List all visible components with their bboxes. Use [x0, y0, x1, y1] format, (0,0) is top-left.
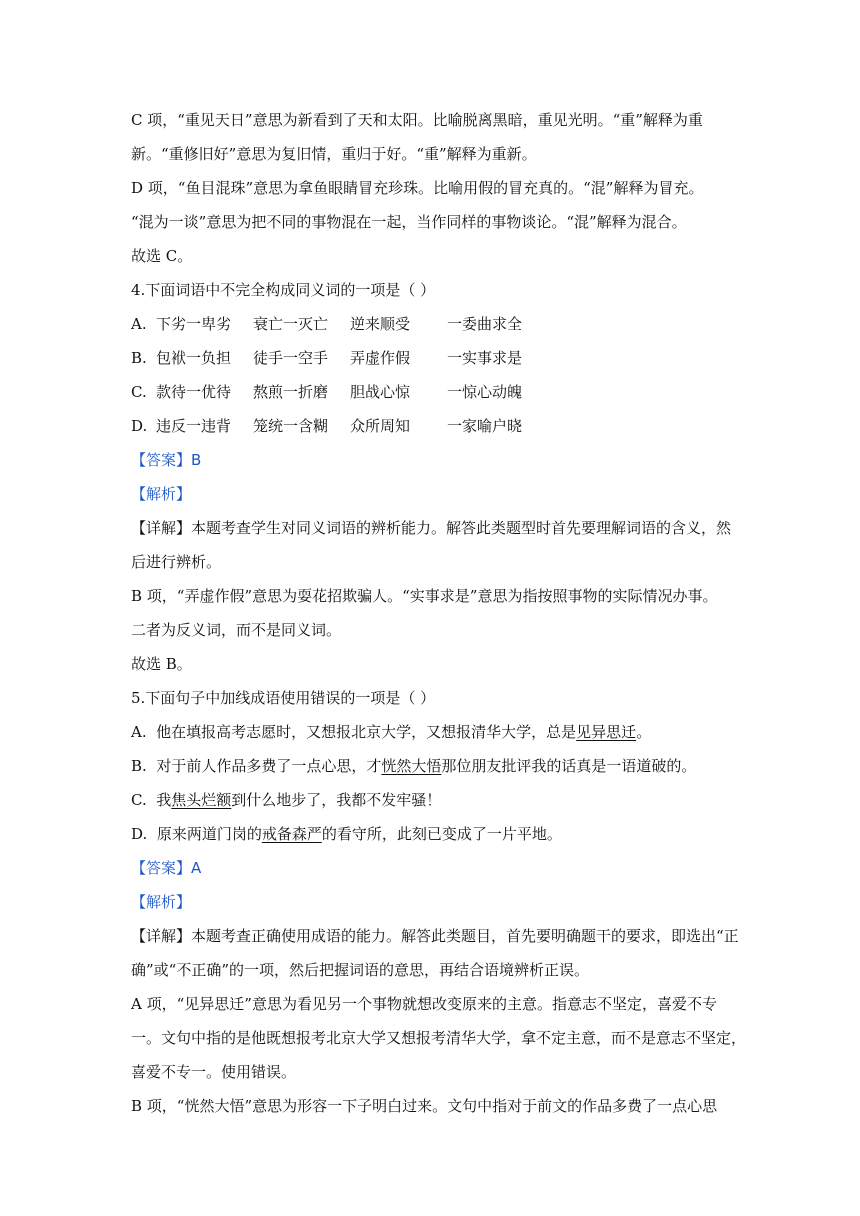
answer-value: A [191, 859, 202, 877]
q4-detail: 后进行辨析。 [131, 553, 222, 571]
q4-analysis-tag: 【解析】 [131, 485, 192, 503]
q4-option-d: D. 违反一违背 笼统一含糊 众所周知 一家喻户晓 [131, 417, 523, 435]
q5-detail: A 项，“见异思迁”意思为看见另一个事物就想改变原来的主意。指意志不坚定，喜爱不专 [131, 995, 717, 1013]
q4-answer [131, 450, 201, 470]
q4-detail: 二者为反义词，而不是同义词。 [131, 621, 342, 639]
q5-option-c: C. 我焦头烂额到什么地步了，我都不发牢骚！ [131, 791, 442, 809]
q5-analysis-tag: 【解析】 [131, 893, 192, 911]
answer-value: B [191, 451, 202, 469]
paragraph-line: 新。“重修旧好”意思为复旧情，重归于好。“重”解释为重新。 [131, 145, 537, 163]
underlined-idiom: 恍然大悟 [381, 757, 442, 775]
paragraph-line: 故选 C。 [131, 247, 193, 265]
q5-option-b: B. 对于前人作品多费了一点心思，才恍然大悟那位朋友批评我的话真是一语道破的。 [131, 757, 697, 775]
paragraph-line: “混为一谈”意思为把不同的事物混在一起，当作同样的事物谈论。“混”解释为混合。 [131, 213, 687, 231]
q5-option-a: A. 他在填报高考志愿时，又想报北京大学，又想报清华大学，总是见异思迁。 [131, 723, 652, 741]
q5-detail: 【详解】本题考查正确使用成语的能力。解答此类题目，首先要明确题干的要求，即选出“正 [131, 927, 739, 945]
q5-option-d: D. 原来两道门岗的戒备森严的看守所，此刻已变成了一片平地。 [131, 825, 562, 843]
q5-detail: 喜爱不专一。使用错误。 [131, 1063, 297, 1081]
answer-tag: 【答案】 [131, 859, 192, 877]
q5-answer [131, 858, 201, 878]
q4-detail: 【详解】本题考查学生对同义词语的辨析能力。解答此类题型时首先要理解词语的含义，然 [131, 519, 732, 537]
q4-conclusion: 故选 B。 [131, 655, 192, 673]
question-5-stem: 5.下面句子中加线成语使用错误的一项是（ ） [131, 689, 436, 707]
q4-option-a: A. 下劣一卑劣 衰亡一灭亡 逆来顺受 一委曲求全 [131, 315, 523, 333]
question-4-stem: 4.下面词语中不完全构成同义词的一项是（ ） [131, 281, 436, 299]
underlined-idiom: 焦头烂额 [171, 791, 232, 809]
q5-detail: 一。文句中指的是他既想报考北京大学又想报考清华大学，拿不定主意，而不是意志不坚定， [131, 1029, 747, 1047]
q4-option-b: B. 包袱一负担 徒手一空手 弄虚作假 一实事求是 [131, 349, 523, 367]
q5-detail: 确”或“不正确”的一项，然后把握词语的意思，再结合语境辨析正误。 [131, 961, 590, 979]
paragraph-line: C 项，“重见天日”意思为新看到了天和太阳。比喻脱离黑暗，重见光明。“重”解释为重 [131, 111, 703, 129]
underlined-idiom: 戒备森严 [261, 825, 322, 843]
q4-detail: B 项，“弄虚作假”意思为耍花招欺骗人。“实事求是”意思为指按照事物的实际情况办事。 [131, 587, 718, 605]
underlined-idiom: 见异思迁 [576, 723, 637, 741]
paragraph-line: D 项，“鱼目混珠”意思为拿鱼眼睛冒充珍珠。比喻用假的冒充真的。“混”解释为冒充。 [131, 179, 704, 197]
q5-detail: B 项，“恍然大悟”意思为形容一下子明白过来。文句中指对于前文的作品多费了一点心思 [131, 1097, 718, 1115]
q4-option-c: C. 款待一优待 熬煎一折磨 胆战心惊 一惊心动魄 [131, 383, 523, 401]
answer-tag: 【答案】 [131, 451, 192, 469]
